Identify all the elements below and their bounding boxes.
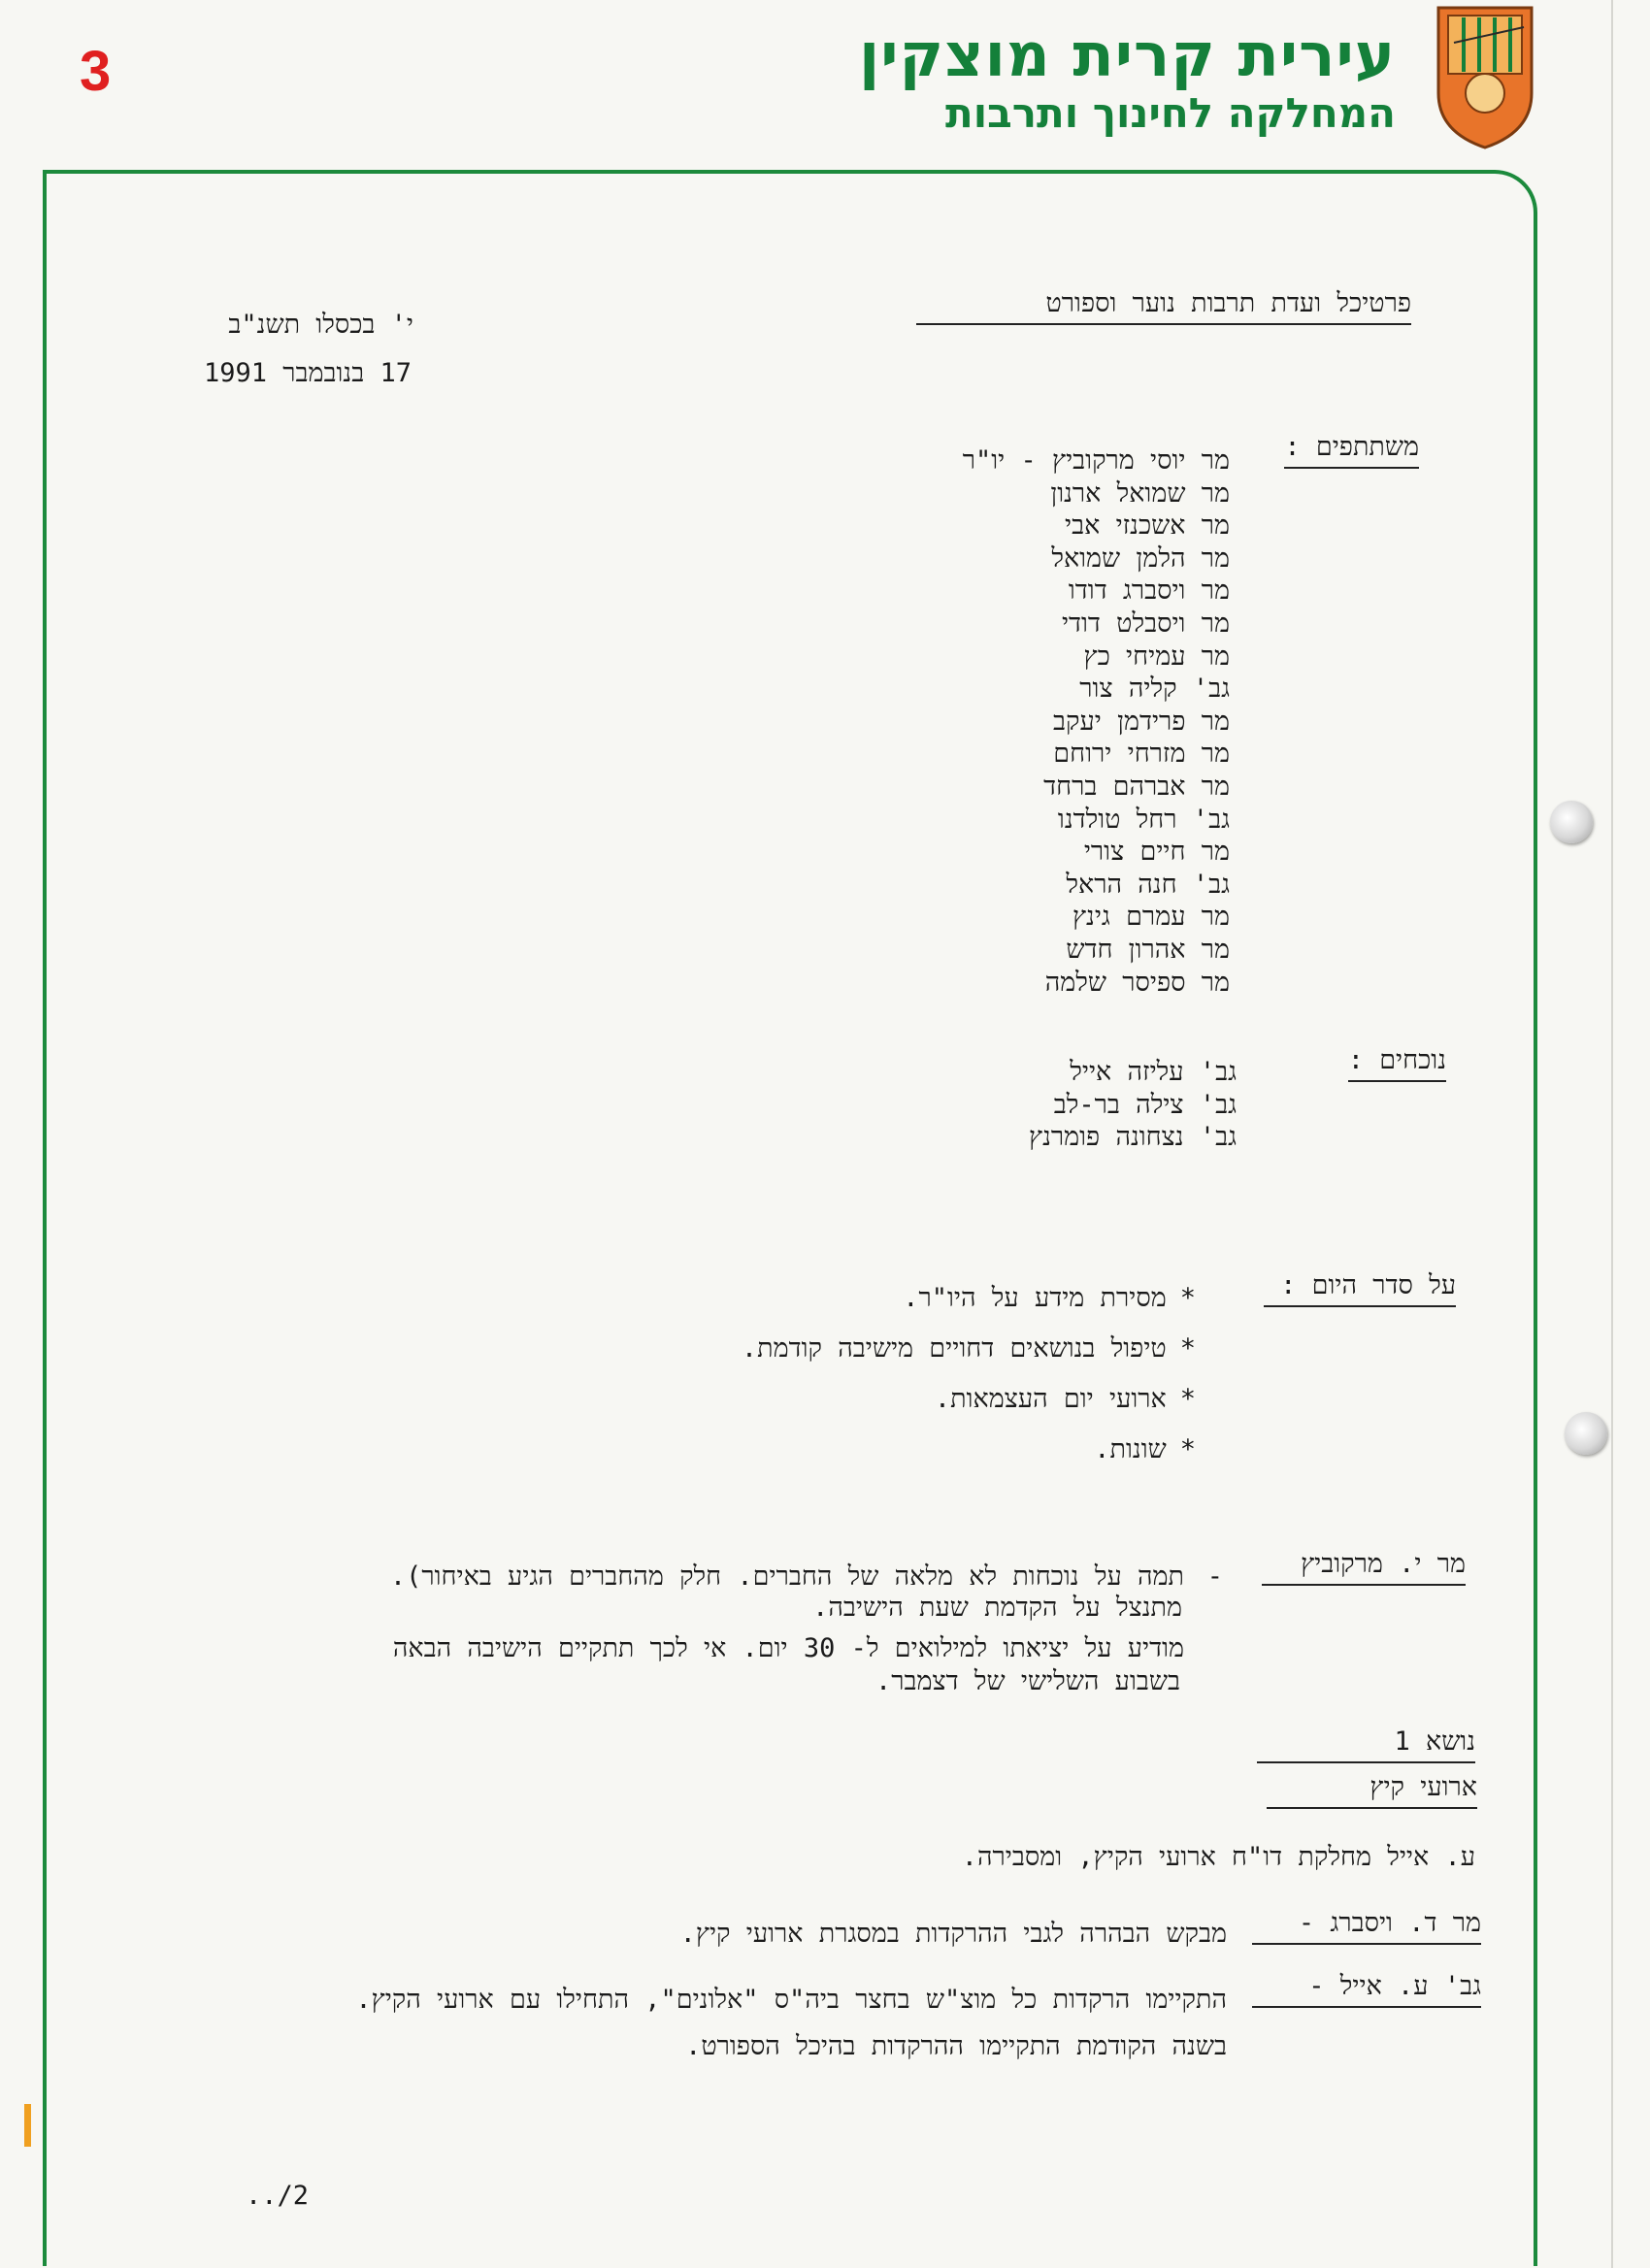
orange-mark [24,2104,31,2147]
eyal-line: התקיימו הרקדות כל מוצ"ש בחצר ביה"ס "אלונים", התחילו עם ארועי הקיץ. [355,1985,1227,2015]
bullet-star-icon: * [1179,1434,1196,1464]
agenda-label: על סדר היום : [1264,1269,1456,1307]
list-item: *מסירת מידע על היו"ר. [903,1283,1196,1313]
bullet-star-icon: * [1179,1384,1196,1414]
list-item: *ארועי יום העצמאות. [934,1384,1196,1414]
page-continuation: 2/.. [245,2181,309,2211]
list-item: מר ויסבלט דודי [1061,608,1230,639]
list-item: גב' נצחונה פומרנץ [1029,1122,1237,1153]
city-emblem-icon [1435,4,1535,149]
list-item: מר אשכנזי אבי [1065,510,1230,542]
hebrew-date: י' בכסלו תשנ"ב [228,310,413,340]
page-edge-line [1611,0,1613,2268]
agenda-list [742,1279,1196,1481]
topic-number: נושא 1 [1257,1726,1475,1763]
department-heading: המחלקה לחינוך ותרבות [945,89,1396,137]
city-name-heading: עירית קרית מוצקין [858,19,1396,90]
list-item: מר אהרון חדש [1066,934,1230,965]
list-item: גב' קליה צור [1079,674,1230,705]
speaker-eyal: גב' ע. אייל - [1252,1970,1481,2008]
list-item: מר עמרם גינץ [1072,902,1230,933]
list-item: גב' רחל טולדנו [1057,804,1230,835]
markovich-line: תמה על נוכחות לא מלאה של החברים. חלק מהחברים הגיע באיחור). [389,1561,1184,1592]
list-item: גב' עליזה אייל [1070,1057,1237,1087]
topic-title: ארועי קיץ [1267,1771,1477,1809]
visberg-text: מבקש הבהרה לגבי ההרקדות במסגרת ארועי קיץ. [679,1919,1227,1949]
markovich-line: מודיע על יציאתו למילואים ל- 30 יום. אי לכך תתקיים הישיבה הבאה [392,1633,1184,1663]
document-frame [43,170,1537,2266]
list-item: מר מזרחי ירוחם [1053,739,1230,770]
bullet-star-icon: * [1179,1333,1196,1364]
participants-list [963,444,1230,999]
binder-hole [1565,1412,1607,1455]
eyal-line: בשנה הקודמת התקיימו ההרקדות בהיכל הספורט. [685,2031,1227,2061]
list-item: גב' צילה בר-לב [1053,1089,1237,1120]
page-number: 3 [80,40,112,103]
list-item: *טיפול בנושאים דחויים מישיבה קודמת. [741,1333,1196,1364]
attendees-label: נוכחים : [1348,1044,1446,1082]
attendees-list [1029,1056,1237,1154]
list-item: מר חיים צורי [1083,837,1230,868]
gregorian-date: 17 בנובמבר 1991 [203,358,412,388]
speaker-dash: - [1206,1561,1223,1592]
list-item: מר עמיחי כץ [1083,641,1230,672]
bullet-star-icon: * [1179,1283,1196,1313]
speaker-markovich: מר י. מרקוביץ [1262,1548,1466,1586]
list-item: מר אברהם ברחד [1043,771,1230,802]
topic-intro: ע. אייל מחלקת דו"ח ארועי הקיץ, ומסבירה. [961,1842,1475,1872]
list-item: מר פרידמן יעקב [1053,706,1230,737]
list-item: מר שמואל ארנון [1050,477,1230,509]
list-item: גב' חנה הראל [1066,869,1230,900]
speaker-visberg: מר ד. ויסברג - [1252,1907,1481,1945]
list-item: *שונות. [1094,1434,1196,1464]
list-item: מר יוסי מרקוביץ - יו"ר [962,445,1230,476]
list-item: מר ויסברג דודו [1068,575,1230,607]
participants-label: משתתפים : [1284,431,1419,469]
markovich-line: מתנצל על הקדמת שעת הישיבה. [812,1593,1182,1623]
binder-hole [1550,801,1593,843]
document-title: פרטיכל ועדת תרבות נוער וספורט [916,287,1411,325]
list-item: מר הלמן שמואל [1051,542,1230,574]
markovich-line: בשבוע השלישי של דצמבר. [874,1666,1180,1696]
list-item: מר ספיסר שלמה [1044,967,1230,998]
